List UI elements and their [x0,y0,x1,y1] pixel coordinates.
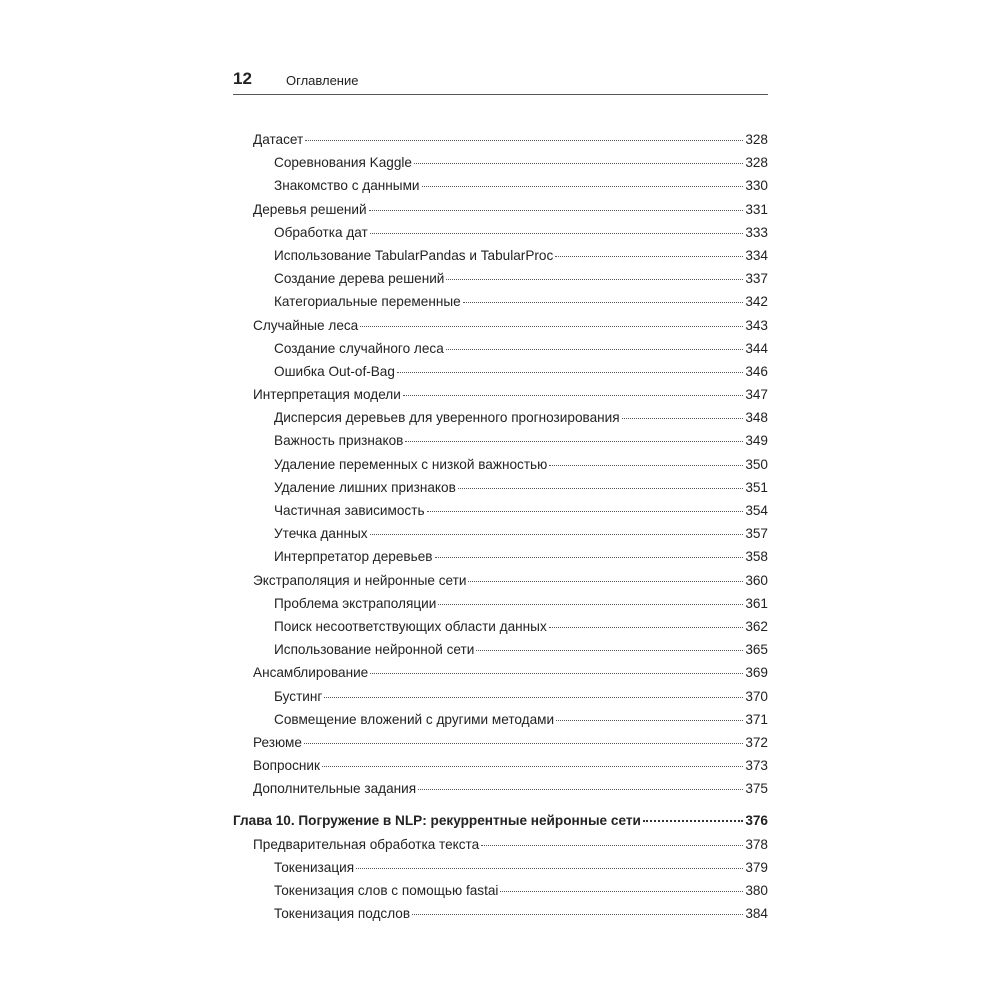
toc-entry-title: Случайные леса [253,317,359,333]
toc-entry-page: 378 [745,836,768,852]
dot-leader [446,279,743,280]
toc-entry-title: Поиск несоответствующих области данных [274,618,547,634]
dot-leader [370,233,744,234]
toc-entry-title: Соревнования Kaggle [274,155,412,171]
toc-entry[interactable] [233,360,768,383]
toc-entry-page: 333 [745,224,768,240]
toc-entry-page: 384 [745,906,768,922]
toc-entry[interactable] [233,754,768,777]
toc-entry[interactable] [233,638,768,661]
toc-entry[interactable] [233,174,768,197]
toc-entry-page: 343 [745,317,768,333]
toc-entry-title: Частичная зависимость [274,503,425,518]
toc-entry-page: 330 [745,178,768,194]
toc-entry[interactable] [233,545,768,568]
toc-entry-page: 337 [745,271,768,287]
toc-entry[interactable] [233,879,768,902]
toc-entry-title: Датасет [253,132,304,147]
toc-entry[interactable] [233,314,768,337]
toc-entry[interactable] [233,777,768,800]
toc-entry[interactable] [233,290,768,313]
toc-entry-page: 348 [745,410,768,426]
toc-entry-title: Ошибка Out-of-Bag [274,363,395,379]
toc-entry[interactable] [233,267,768,290]
toc-entry[interactable] [233,592,768,615]
toc-entry-title: Интерпретатор деревьев [274,549,433,565]
toc-entry[interactable] [233,128,768,151]
toc-entry-page: 349 [745,433,768,449]
toc-entry-title: Категориальные переменные [274,294,461,310]
dot-leader [405,441,743,442]
toc-entry-title: Важность признаков [274,433,404,449]
toc-entry-page: 380 [745,883,768,898]
toc-entry-page: 328 [745,155,768,171]
dot-leader [643,820,743,822]
page-number: 12 [233,69,252,88]
toc-entry[interactable] [233,661,768,684]
toc-entry-title: Глава 10. Погружение в NLP: рекуррентные нейронные сети [233,813,641,829]
dot-leader [476,650,743,651]
dot-leader [322,766,743,767]
dot-leader [370,673,743,674]
toc-entry-page: 376 [745,813,768,829]
toc-entry-page: 360 [745,572,768,588]
dot-leader [435,557,744,558]
toc-entry-title: Дополнительные задания [253,781,417,797]
toc-entry-page: 350 [745,456,768,472]
dot-leader [458,488,744,489]
toc-entry[interactable] [233,244,768,267]
dot-leader [427,511,744,512]
dot-leader [463,302,744,303]
toc-entry-title: Токенизация подслов [274,906,411,922]
dot-leader [422,186,744,187]
dot-leader [556,720,743,721]
toc-entry-title: Ансамблирование [253,665,369,681]
toc-entry[interactable] [233,198,768,221]
toc-entry-page: 362 [745,618,768,634]
toc-entry[interactable] [233,337,768,360]
toc-entry-page: 342 [745,294,768,310]
toc-entry-title: Токенизация слов с помощью fastai [274,883,499,898]
dot-leader [418,789,743,790]
dot-leader [370,534,744,535]
toc-entry[interactable] [233,833,768,856]
toc-entry-title: Использование TabularPandas и TabularProc [274,247,554,263]
dot-leader [369,210,744,211]
toc-entry-title: Совмещение вложений с другими методами [274,711,555,727]
dot-leader [305,140,743,141]
toc-entry-page: 375 [745,781,768,797]
dot-leader [360,326,743,327]
toc-entry[interactable] [233,685,768,708]
dot-leader [412,914,743,915]
dot-leader [500,891,743,892]
toc-entry[interactable] [233,522,768,545]
toc-entry-page: 346 [745,363,768,379]
dot-leader [468,581,743,582]
toc-entry-page: 370 [745,688,768,704]
toc-entry-page: 373 [745,758,768,774]
toc-entry-page: 347 [745,387,768,403]
toc-entry-page: 365 [745,642,768,658]
dot-leader [549,627,744,628]
toc-entry-title: Деревья решений [253,201,367,217]
table-of-contents [233,128,768,925]
toc-entry[interactable] [233,856,768,879]
toc-entry-title: Проблема экстраполяции [274,595,437,611]
toc-entry-title: Обработка дат [274,224,368,240]
toc-entry-title: Использование нейронной сети [274,642,475,658]
toc-entry-page: 361 [745,595,768,611]
toc-entry[interactable] [233,406,768,429]
toc-entry-title: Удаление переменных с низкой важностью [274,456,548,472]
toc-entry-title: Бустинг [274,688,323,704]
dot-leader [622,418,744,419]
toc-entry-title: Предварительная обработка текста [253,836,480,852]
toc-entry-page: 334 [745,247,768,263]
toc-entry-page: 351 [745,479,768,495]
toc-entry-title: Интерпретация модели [253,387,401,403]
toc-entry[interactable] [233,453,768,476]
dot-leader [481,845,743,846]
toc-entry-title: Знакомство с данными [274,178,420,194]
toc-entry[interactable] [233,569,768,592]
dot-leader [304,743,743,744]
dot-leader [555,256,743,257]
dot-leader [397,372,743,373]
toc-entry-title: Резюме [253,734,302,750]
toc-entry-page: 379 [745,859,768,875]
toc-entry[interactable] [233,708,768,731]
toc-entry[interactable] [233,383,768,406]
toc-entry-page: 372 [745,734,768,750]
dot-leader [414,163,743,164]
toc-entry-page: 354 [745,503,768,518]
toc-entry-page: 357 [745,526,768,542]
toc-entry-page: 358 [745,549,768,565]
toc-entry-page: 369 [745,665,768,681]
toc-entry[interactable] [233,429,768,452]
toc-entry-page: 331 [745,201,768,217]
toc-entry-title: Утечка данных [274,526,368,542]
dot-leader [356,868,743,869]
toc-entry[interactable] [233,499,768,522]
toc-entry[interactable] [233,221,768,244]
toc-entry[interactable] [233,615,768,638]
toc-entry-title: Вопросник [253,758,320,774]
toc-chapter-entry[interactable] [233,809,768,832]
toc-entry[interactable] [233,151,768,174]
toc-entry-title: Дисперсия деревьев для уверенного прогнозирования [274,410,620,426]
toc-entry-page: 371 [745,711,768,727]
toc-entry[interactable] [233,731,768,754]
dot-leader [446,349,744,350]
toc-entry-title: Удаление лишних признаков [274,479,456,495]
dot-leader [324,697,743,698]
toc-entry[interactable] [233,902,768,925]
toc-entry-page: 344 [745,340,768,356]
dot-leader [403,395,743,396]
toc-entry-title: Токенизация [274,859,355,875]
dot-leader [549,465,743,466]
dot-leader [438,604,743,605]
running-title: Оглавление [286,73,359,88]
toc-entry-page: 328 [745,132,768,147]
toc-entry-title: Экстраполяция и нейронные сети [253,572,467,588]
toc-entry-title: Создание дерева решений [274,271,445,287]
running-header [233,68,768,95]
toc-entry-title: Создание случайного леса [274,340,444,356]
toc-entry[interactable] [233,476,768,499]
